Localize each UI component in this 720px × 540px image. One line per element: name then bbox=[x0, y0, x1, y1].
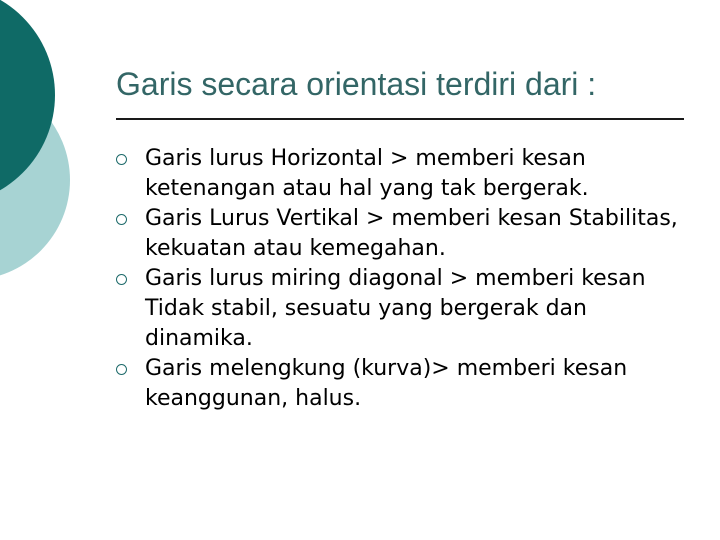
bullet-text: Garis melengkung (kurva)> memberi kesan keanggunan, halus. bbox=[145, 356, 628, 411]
decorative-circles bbox=[0, 0, 130, 300]
bullet-item bbox=[116, 144, 696, 204]
slide-title: Garis secara orientasi terdiri dari : bbox=[116, 66, 597, 102]
bullet-item bbox=[116, 264, 696, 354]
bullet-item bbox=[116, 354, 696, 414]
bullet-circle-icon bbox=[116, 354, 145, 384]
bullet-text: Garis Lurus Vertikal > memberi kesan Stabilitas, kekuatan atau kemegahan. bbox=[145, 206, 678, 261]
bullet-circle-icon bbox=[116, 264, 145, 294]
bullet-circle-icon bbox=[116, 144, 145, 174]
bullet-text: Garis lurus miring diagonal > memberi kesan Tidak stabil, sesuatu yang bergerak dan dinamika. bbox=[145, 266, 646, 351]
bullet-text: Garis lurus Horizontal > memberi kesan ketenangan atau hal yang tak bergerak. bbox=[145, 146, 589, 201]
bullet-item bbox=[116, 204, 696, 264]
bullet-circle-icon bbox=[116, 204, 145, 234]
bullet-list bbox=[116, 144, 696, 414]
title-underline bbox=[116, 118, 684, 120]
